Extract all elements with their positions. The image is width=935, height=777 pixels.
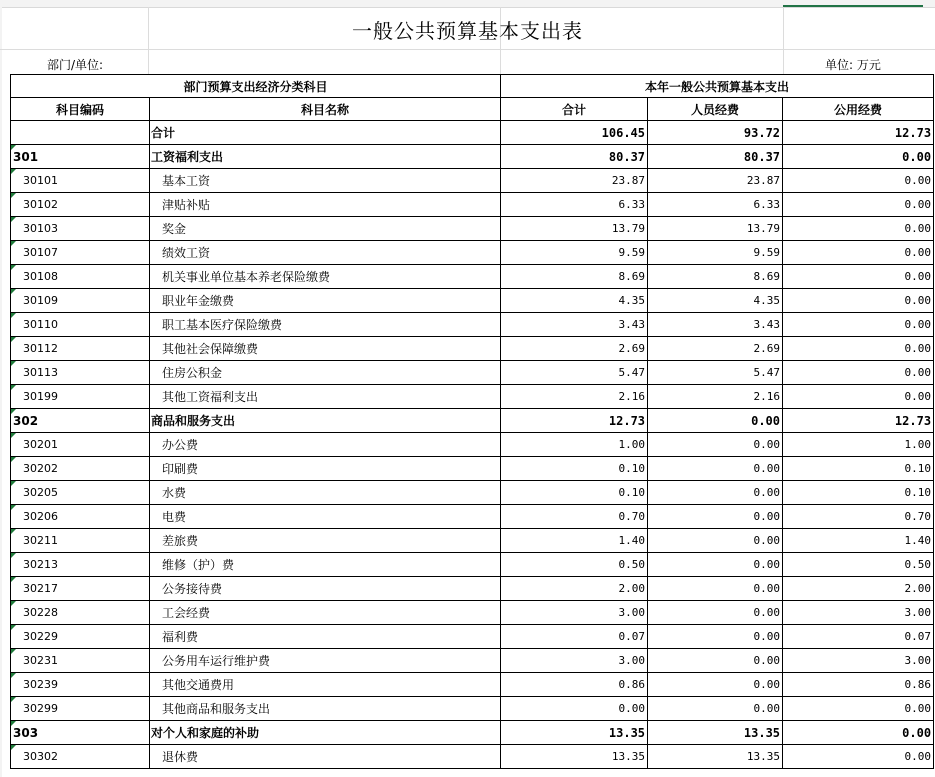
code-text: 30229 xyxy=(23,630,58,643)
cell-total[interactable]: 0.70 xyxy=(501,505,648,529)
cell-code[interactable] xyxy=(11,193,150,217)
code-text: 30102 xyxy=(23,198,58,211)
cell-total[interactable]: 13.79 xyxy=(501,217,648,241)
cell-total[interactable]: 23.87 xyxy=(501,169,648,193)
cell-code[interactable] xyxy=(11,169,150,193)
table-row xyxy=(11,289,934,313)
cell-code[interactable] xyxy=(11,553,150,577)
cell-public[interactable]: 0.00 xyxy=(783,385,934,409)
cell-personnel[interactable]: 0.00 xyxy=(648,553,783,577)
cell-personnel[interactable]: 0.00 xyxy=(648,433,783,457)
code-text: 30299 xyxy=(23,702,58,715)
table-row xyxy=(11,385,934,409)
cell-name[interactable]: 工资福利支出 xyxy=(150,145,501,169)
cell-total[interactable]: 8.69 xyxy=(501,265,648,289)
cell-personnel[interactable]: 80.37 xyxy=(648,145,783,169)
code-text: 30113 xyxy=(23,366,58,379)
cell-public[interactable]: 0.00 xyxy=(783,145,934,169)
cell-name[interactable]: 住房公积金 xyxy=(150,361,501,385)
text-number-indicator-icon xyxy=(11,673,16,678)
table-row xyxy=(11,145,934,169)
table-row xyxy=(11,361,934,385)
cell-total[interactable]: 0.07 xyxy=(501,625,648,649)
code-text: 30228 xyxy=(23,606,58,619)
text-number-indicator-icon xyxy=(11,601,16,606)
cell-public[interactable]: 0.07 xyxy=(783,625,934,649)
cell-total[interactable]: 5.47 xyxy=(501,361,648,385)
cell-code[interactable] xyxy=(11,145,150,169)
code-text: 301 xyxy=(13,149,39,164)
cell-code[interactable] xyxy=(11,361,150,385)
cell-total[interactable]: 12.73 xyxy=(501,409,648,433)
cell-personnel[interactable]: 0.00 xyxy=(648,481,783,505)
cell-personnel[interactable]: 23.87 xyxy=(648,169,783,193)
cell-total[interactable]: 4.35 xyxy=(501,289,648,313)
cell-public[interactable]: 0.00 xyxy=(783,265,934,289)
cell-personnel[interactable]: 0.00 xyxy=(648,505,783,529)
cell-name[interactable]: 津贴补贴 xyxy=(150,193,501,217)
table-row xyxy=(11,649,934,673)
text-number-indicator-icon xyxy=(11,649,16,654)
code-text: 30110 xyxy=(23,318,58,331)
cell-name[interactable]: 其他工资福利支出 xyxy=(150,385,501,409)
cell-personnel[interactable]: 0.00 xyxy=(648,673,783,697)
cell-total[interactable]: 80.37 xyxy=(501,145,648,169)
table-row xyxy=(11,313,934,337)
cell-code[interactable] xyxy=(11,505,150,529)
cell-personnel[interactable]: 0.00 xyxy=(648,577,783,601)
code-text: 30205 xyxy=(23,486,58,499)
cell-total[interactable]: 0.00 xyxy=(501,697,648,721)
budget-table xyxy=(10,74,934,769)
cell-name[interactable]: 机关事业单位基本养老保险缴费 xyxy=(150,265,501,289)
cell-code[interactable] xyxy=(11,337,150,361)
text-number-indicator-icon xyxy=(11,361,16,366)
text-number-indicator-icon xyxy=(11,457,16,462)
cell-code[interactable] xyxy=(11,481,150,505)
code-text: 30211 xyxy=(23,534,58,547)
code-text: 30108 xyxy=(23,270,58,283)
code-text: 30101 xyxy=(23,174,58,187)
cell-name[interactable]: 职工基本医疗保险缴费 xyxy=(150,313,501,337)
cell-personnel[interactable]: 0.00 xyxy=(648,697,783,721)
cell-personnel[interactable]: 0.00 xyxy=(648,457,783,481)
code-text: 30302 xyxy=(23,750,58,763)
code-text: 30199 xyxy=(23,390,58,403)
code-text: 30112 xyxy=(23,342,58,355)
cell-personnel[interactable]: 93.72 xyxy=(648,121,783,145)
cell-public[interactable]: 0.10 xyxy=(783,481,934,505)
cell-name[interactable]: 其他交通费用 xyxy=(150,673,501,697)
cell-public[interactable]: 0.00 xyxy=(783,241,934,265)
code-text: 30107 xyxy=(23,246,58,259)
table-row xyxy=(11,553,934,577)
code-text: 30201 xyxy=(23,438,58,451)
cell-total[interactable]: 0.10 xyxy=(501,457,648,481)
text-number-indicator-icon xyxy=(11,481,16,486)
header-code[interactable]: 科目编码 xyxy=(11,98,150,121)
cell-public[interactable]: 0.00 xyxy=(783,193,934,217)
text-number-indicator-icon xyxy=(11,721,16,726)
text-number-indicator-icon xyxy=(11,529,16,534)
text-number-indicator-icon xyxy=(11,241,16,246)
cell-code[interactable] xyxy=(11,649,150,673)
cell-public[interactable]: 0.00 xyxy=(783,745,934,769)
text-number-indicator-icon xyxy=(11,193,16,198)
cell-name[interactable]: 商品和服务支出 xyxy=(150,409,501,433)
cell-personnel[interactable]: 6.33 xyxy=(648,193,783,217)
cell-public[interactable]: 0.86 xyxy=(783,673,934,697)
cell-personnel[interactable]: 0.00 xyxy=(648,409,783,433)
code-text: 30206 xyxy=(23,510,58,523)
table-row xyxy=(11,721,934,745)
table-row xyxy=(11,409,934,433)
cell-name[interactable]: 维修（护）费 xyxy=(150,553,501,577)
text-number-indicator-icon xyxy=(11,577,16,582)
cell-total[interactable]: 0.10 xyxy=(501,481,648,505)
cell-name[interactable]: 合计 xyxy=(150,121,501,145)
header-name[interactable]: 科目名称 xyxy=(150,98,501,121)
cell-public[interactable]: 0.00 xyxy=(783,721,934,745)
cell-public[interactable]: 12.73 xyxy=(783,121,934,145)
cell-public[interactable]: 0.00 xyxy=(783,289,934,313)
cell-personnel[interactable]: 13.35 xyxy=(648,721,783,745)
header-public[interactable]: 公用经费 xyxy=(783,98,934,121)
cell-name[interactable]: 公务用车运行维护费 xyxy=(150,649,501,673)
cell-code[interactable] xyxy=(11,433,150,457)
group-header-row xyxy=(11,75,934,98)
text-number-indicator-icon xyxy=(11,385,16,390)
cell-public[interactable]: 12.73 xyxy=(783,409,934,433)
table-row xyxy=(11,241,934,265)
cell-code[interactable] xyxy=(11,241,150,265)
table-row xyxy=(11,457,934,481)
code-text: 30213 xyxy=(23,558,58,571)
cell-total[interactable]: 1.00 xyxy=(501,433,648,457)
table-row xyxy=(11,601,934,625)
cell-name[interactable]: 对个人和家庭的补助 xyxy=(150,721,501,745)
cell-public[interactable]: 3.00 xyxy=(783,649,934,673)
cell-code[interactable] xyxy=(11,625,150,649)
cell-name[interactable]: 公务接待费 xyxy=(150,577,501,601)
text-number-indicator-icon xyxy=(11,313,16,318)
unit-label: 单位: 万元 xyxy=(825,58,881,72)
cell-total[interactable]: 9.59 xyxy=(501,241,648,265)
table-row xyxy=(11,265,934,289)
text-number-indicator-icon xyxy=(11,145,16,150)
cell-public[interactable]: 0.00 xyxy=(783,361,934,385)
text-number-indicator-icon xyxy=(11,553,16,558)
text-number-indicator-icon xyxy=(11,697,16,702)
cell-name[interactable]: 其他社会保障缴费 xyxy=(150,337,501,361)
table-row xyxy=(11,529,934,553)
cell-public[interactable]: 0.00 xyxy=(783,313,934,337)
text-number-indicator-icon xyxy=(11,217,16,222)
header-group-expenditure[interactable]: 本年一般公共预算基本支出 xyxy=(501,75,934,98)
cell-code[interactable] xyxy=(11,721,150,745)
code-text: 30103 xyxy=(23,222,58,235)
code-text: 303 xyxy=(13,725,39,740)
cell-public[interactable]: 0.00 xyxy=(783,337,934,361)
cell-code[interactable] xyxy=(11,385,150,409)
cell-personnel[interactable]: 13.79 xyxy=(648,217,783,241)
cell-total[interactable]: 6.33 xyxy=(501,193,648,217)
cell-code[interactable] xyxy=(11,529,150,553)
cell-public[interactable]: 1.00 xyxy=(783,433,934,457)
cell-personnel[interactable]: 0.00 xyxy=(648,625,783,649)
cell-personnel[interactable]: 0.00 xyxy=(648,649,783,673)
table-row xyxy=(11,625,934,649)
table-row xyxy=(11,505,934,529)
cell-code[interactable] xyxy=(11,601,150,625)
cell-total[interactable]: 0.86 xyxy=(501,673,648,697)
dept-label: 部门/单位: xyxy=(47,58,104,72)
header-group-classification[interactable]: 部门预算支出经济分类科目 xyxy=(11,75,501,98)
code-text: 30202 xyxy=(23,462,58,475)
cell-public[interactable]: 3.00 xyxy=(783,601,934,625)
table-row xyxy=(11,673,934,697)
cell-code[interactable] xyxy=(11,457,150,481)
table-row xyxy=(11,577,934,601)
table-row xyxy=(11,433,934,457)
cell-name[interactable]: 奖金 xyxy=(150,217,501,241)
cell-personnel[interactable]: 0.00 xyxy=(648,529,783,553)
cell-code[interactable] xyxy=(11,745,150,769)
cell-public[interactable]: 0.00 xyxy=(783,217,934,241)
cell-code[interactable] xyxy=(11,577,150,601)
page-title: 一般公共预算基本支出表 xyxy=(352,19,583,43)
cell-name[interactable]: 印刷费 xyxy=(150,457,501,481)
cell-public[interactable]: 0.00 xyxy=(783,169,934,193)
cell-total[interactable]: 2.00 xyxy=(501,577,648,601)
cell-public[interactable]: 0.10 xyxy=(783,457,934,481)
cell-personnel[interactable]: 5.47 xyxy=(648,361,783,385)
code-text: 30231 xyxy=(23,654,58,667)
column-header-row xyxy=(11,98,934,121)
code-text: 30109 xyxy=(23,294,58,307)
text-number-indicator-icon xyxy=(11,433,16,438)
cell-personnel[interactable]: 0.00 xyxy=(648,601,783,625)
cell-total[interactable]: 1.40 xyxy=(501,529,648,553)
cell-personnel[interactable]: 2.69 xyxy=(648,337,783,361)
text-number-indicator-icon xyxy=(11,169,16,174)
cell-code[interactable] xyxy=(11,313,150,337)
table-row xyxy=(11,217,934,241)
cell-name[interactable]: 差旅费 xyxy=(150,529,501,553)
text-number-indicator-icon xyxy=(11,409,16,414)
row-header-strip xyxy=(0,0,2,777)
cell-code[interactable] xyxy=(11,289,150,313)
cell-personnel[interactable]: 3.43 xyxy=(648,313,783,337)
text-number-indicator-icon xyxy=(11,289,16,294)
code-text: 302 xyxy=(13,413,39,428)
table-row xyxy=(11,337,934,361)
cell-personnel[interactable]: 4.35 xyxy=(648,289,783,313)
table-row xyxy=(11,121,934,145)
text-number-indicator-icon xyxy=(11,337,16,342)
cell-code[interactable] xyxy=(11,697,150,721)
cell-name[interactable]: 福利费 xyxy=(150,625,501,649)
cell-name[interactable]: 职业年金缴费 xyxy=(150,289,501,313)
cell-public[interactable]: 2.00 xyxy=(783,577,934,601)
table-row xyxy=(11,481,934,505)
header-total[interactable]: 合计 xyxy=(501,98,648,121)
cell-total[interactable]: 3.00 xyxy=(501,601,648,625)
cell-personnel[interactable]: 2.16 xyxy=(648,385,783,409)
cell-name[interactable]: 退休费 xyxy=(150,745,501,769)
cell-code[interactable] xyxy=(11,265,150,289)
gridline-h xyxy=(0,49,935,50)
cell-total[interactable]: 106.45 xyxy=(501,121,648,145)
cell-name[interactable]: 其他商品和服务支出 xyxy=(150,697,501,721)
cell-code[interactable] xyxy=(11,121,150,145)
cell-name[interactable]: 水费 xyxy=(150,481,501,505)
cell-total[interactable]: 13.35 xyxy=(501,745,648,769)
cell-code[interactable] xyxy=(11,409,150,433)
cell-name[interactable]: 办公费 xyxy=(150,433,501,457)
table-row xyxy=(11,697,934,721)
text-number-indicator-icon xyxy=(11,745,16,750)
table-row xyxy=(11,193,934,217)
cell-total[interactable]: 0.50 xyxy=(501,553,648,577)
header-personnel[interactable]: 人员经费 xyxy=(648,98,783,121)
text-number-indicator-icon xyxy=(11,265,16,270)
cell-public[interactable]: 0.50 xyxy=(783,553,934,577)
cell-name[interactable]: 工会经费 xyxy=(150,601,501,625)
cell-name[interactable]: 电费 xyxy=(150,505,501,529)
text-number-indicator-icon xyxy=(11,505,16,510)
table-row xyxy=(11,169,934,193)
text-number-indicator-icon xyxy=(11,625,16,630)
table-row xyxy=(11,745,934,769)
cell-code[interactable] xyxy=(11,217,150,241)
cell-name[interactable]: 绩效工资 xyxy=(150,241,501,265)
cell-total[interactable]: 3.43 xyxy=(501,313,648,337)
code-text: 30239 xyxy=(23,678,58,691)
cell-total[interactable]: 3.00 xyxy=(501,649,648,673)
cell-total[interactable]: 2.16 xyxy=(501,385,648,409)
cell-personnel[interactable]: 13.35 xyxy=(648,745,783,769)
cell-code[interactable] xyxy=(11,673,150,697)
cell-public[interactable]: 0.70 xyxy=(783,505,934,529)
cell-public[interactable]: 0.00 xyxy=(783,697,934,721)
cell-personnel[interactable]: 9.59 xyxy=(648,241,783,265)
cell-total[interactable]: 2.69 xyxy=(501,337,648,361)
cell-name[interactable]: 基本工资 xyxy=(150,169,501,193)
cell-public[interactable]: 1.40 xyxy=(783,529,934,553)
cell-personnel[interactable]: 8.69 xyxy=(648,265,783,289)
cell-total[interactable]: 13.35 xyxy=(501,721,648,745)
code-text: 30217 xyxy=(23,582,58,595)
